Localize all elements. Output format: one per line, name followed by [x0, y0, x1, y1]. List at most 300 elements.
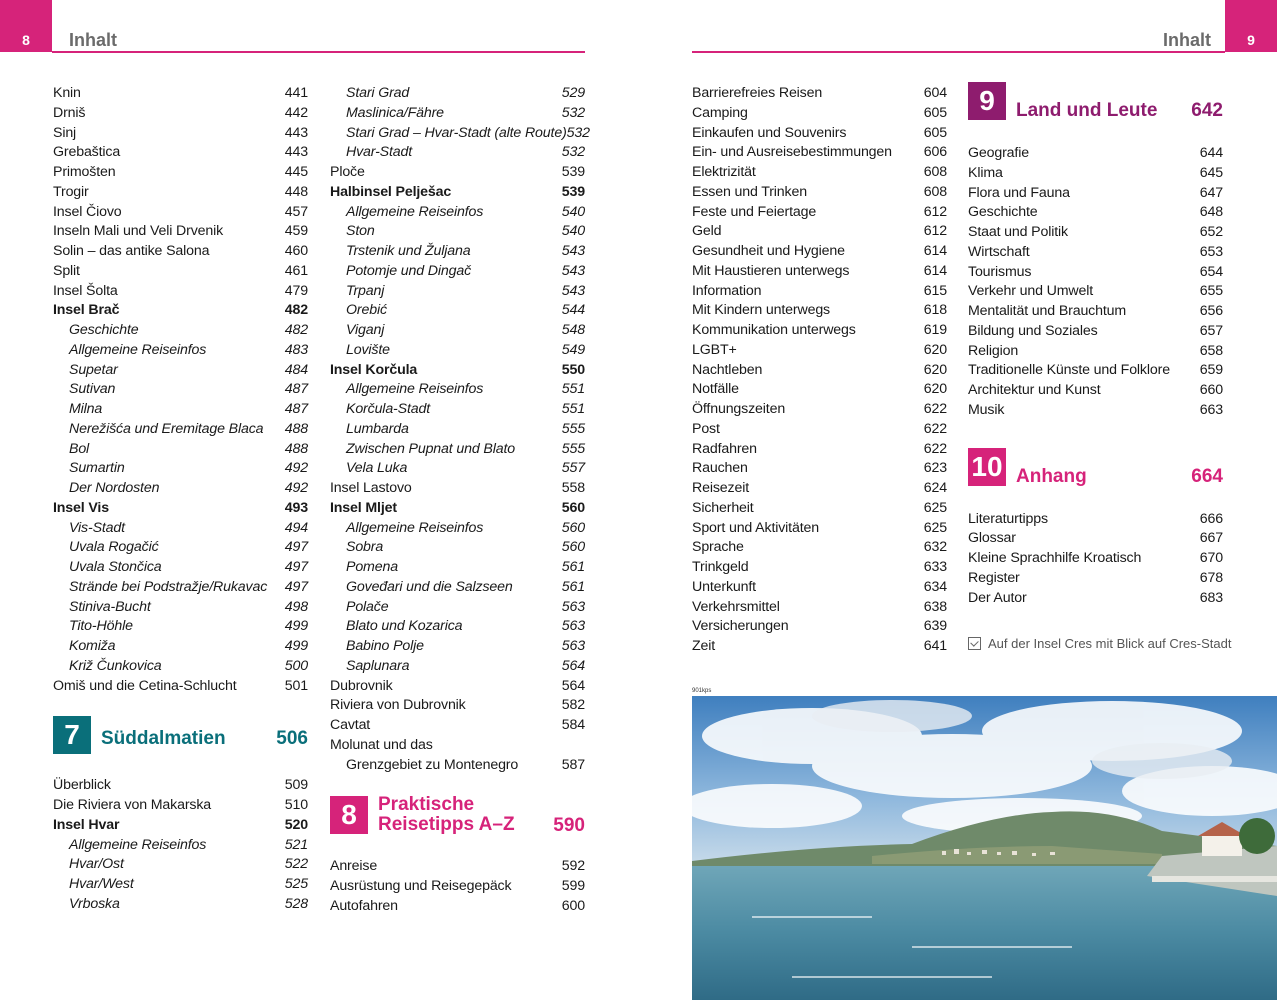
toc-entry-title: Trinkgeld	[692, 559, 749, 575]
toc-entry-page: 494	[284, 519, 308, 536]
toc-entry-title: Supetar	[69, 361, 118, 378]
toc-entry[interactable]	[53, 479, 308, 499]
toc-entry-title: Vela Luka	[346, 460, 408, 477]
toc-entry-title: Insel Vis	[53, 499, 109, 516]
toc-entry-page: 441	[284, 85, 308, 101]
toc-entry-title: Allgemeine Reiseinfos	[346, 519, 484, 536]
toc-entry[interactable]	[330, 222, 585, 242]
toc-entry-page: 653	[1199, 243, 1223, 260]
toc-entry[interactable]	[53, 499, 308, 519]
toc-entry[interactable]	[692, 341, 947, 361]
toc-entry-title: Nerežišća und Eremitage Blaca	[69, 420, 264, 437]
toc-entry[interactable]	[53, 321, 308, 341]
toc-entry[interactable]	[330, 183, 585, 203]
toc-entry-title: Vis-Stadt	[69, 519, 125, 536]
toc-entry-page: 608	[923, 164, 947, 180]
toc-entry-title: Glossar	[968, 530, 1016, 547]
toc-entry-title: Cavtat	[330, 717, 371, 733]
toc-entry-title: Insel Mljet	[330, 499, 397, 516]
toc-entry[interactable]	[330, 479, 585, 499]
toc-entry-page: 622	[923, 420, 947, 437]
toc-entry[interactable]	[692, 538, 947, 558]
toc-entry-page: 484	[284, 361, 308, 378]
toc-entry[interactable]	[53, 657, 308, 677]
toc-entry-title: Bildung und Soziales	[968, 322, 1098, 339]
toc-entry-page: 615	[923, 282, 947, 299]
toc-entry[interactable]	[692, 598, 947, 618]
toc-entry[interactable]	[53, 578, 308, 598]
toc-entry-title: Die Riviera von Makarska	[53, 797, 212, 813]
toc-entry-page: 561	[561, 559, 585, 575]
toc-entry-page: 487	[284, 401, 308, 417]
toc-entry-title: Primošten	[53, 164, 116, 180]
toc-entry-title: Lovište	[346, 341, 390, 358]
toc-entry-title: Tourismus	[968, 263, 1032, 280]
toc-entry-page: 622	[923, 440, 947, 457]
toc-entry[interactable]	[53, 836, 308, 856]
toc-entry[interactable]	[692, 519, 947, 539]
toc-entry[interactable]	[53, 361, 308, 381]
toc-entry-title: Insel Šolta	[53, 282, 118, 299]
toc-entry-title: Architektur und Kunst	[968, 382, 1101, 398]
toc-entry[interactable]	[53, 598, 308, 618]
toc-entry[interactable]	[53, 262, 308, 282]
toc-entry-title: Hvar/Ost	[69, 856, 124, 873]
toc-entry-title: Rauchen	[692, 460, 748, 477]
toc-entry-title: Orebić	[346, 302, 387, 319]
toc-entry-title: Pomena	[346, 559, 398, 575]
toc-entry-title: Klima	[968, 164, 1003, 181]
toc-entry-title: Stiniva-Bucht	[69, 598, 151, 615]
toc-entry-page: 620	[923, 341, 947, 358]
chapter-page: 506	[276, 728, 308, 750]
toc-entry-page: 543	[561, 243, 585, 259]
toc-entry-title: Ein- und Ausreisebestimmungen	[692, 144, 892, 161]
chapter-7-heading[interactable]	[53, 716, 308, 754]
toc-entry-page: 634	[923, 578, 947, 595]
toc-entry-title: Unterkunft	[692, 578, 756, 595]
toc-entry-page: 551	[561, 401, 585, 417]
toc-entry[interactable]	[968, 549, 1223, 569]
toc-entry-title: Hvar/West	[69, 876, 134, 892]
toc-entry-page: 614	[923, 262, 947, 279]
toc-column-1	[53, 84, 308, 915]
toc-entry[interactable]	[692, 380, 947, 400]
toc-entry-title: Camping	[692, 104, 748, 121]
chapter-number: 7	[53, 716, 91, 754]
toc-entry-title: Lumbarda	[346, 420, 409, 437]
toc-entry[interactable]	[968, 263, 1223, 283]
toc-entry-page: 525	[284, 876, 308, 892]
toc-entry-page: 479	[284, 282, 308, 299]
toc-entry-title: Komiža	[69, 638, 116, 654]
toc-entry[interactable]	[968, 569, 1223, 589]
toc-entry-title: Trstenik und Žuljana	[346, 243, 471, 259]
toc-entry-page: 633	[923, 559, 947, 575]
toc-entry[interactable]	[53, 301, 308, 321]
toc-entry-title: Der Nordosten	[69, 480, 160, 496]
toc-entry[interactable]	[692, 183, 947, 203]
toc-entry[interactable]	[330, 459, 585, 479]
toc-entry[interactable]	[692, 143, 947, 163]
toc-entry[interactable]	[692, 578, 947, 598]
toc-entry[interactable]	[968, 510, 1223, 530]
chapter-number: 10	[968, 448, 1006, 486]
toc-entry[interactable]	[53, 420, 308, 440]
toc-entry[interactable]	[330, 716, 585, 736]
toc-entry-page: 500	[284, 657, 308, 674]
toc-entry-page: 606	[923, 144, 947, 161]
toc-entry[interactable]	[53, 459, 308, 479]
toc-entry-title: Gesundheit und Hygiene	[692, 243, 845, 259]
toc-entry[interactable]	[53, 895, 308, 915]
toc-entry-title: Polače	[346, 598, 389, 615]
toc-entry-title: Inseln Mali und Veli Drvenik	[53, 223, 224, 240]
toc-entry-page: 560	[561, 519, 585, 536]
toc-entry[interactable]	[330, 420, 585, 440]
toc-entry[interactable]	[968, 282, 1223, 302]
toc-entry-page: 528	[284, 895, 308, 912]
toc-entry[interactable]	[330, 124, 590, 144]
toc-entry[interactable]	[692, 459, 947, 479]
toc-entry[interactable]	[330, 877, 585, 897]
toc-entry-page: 600	[561, 897, 585, 914]
toc-entry-title: Milna	[69, 401, 103, 417]
toc-entry[interactable]	[53, 796, 308, 816]
toc-entry[interactable]	[53, 875, 308, 895]
header-rule-right	[692, 51, 1225, 53]
toc-entry-page: 510	[284, 797, 308, 813]
toc-entry[interactable]	[330, 301, 585, 321]
toc-entry[interactable]	[692, 124, 947, 144]
toc-entry[interactable]	[330, 321, 585, 341]
toc-entry[interactable]	[53, 855, 308, 875]
toc-entry-page: 522	[284, 856, 308, 873]
toc-entry[interactable]	[330, 857, 585, 877]
toc-entry[interactable]	[53, 538, 308, 558]
toc-entry-page: 663	[1199, 401, 1223, 418]
toc-entry-page: 659	[1199, 362, 1223, 379]
toc-entry[interactable]	[330, 380, 585, 400]
toc-entry[interactable]	[53, 776, 308, 796]
toc-entry-page: 483	[284, 341, 308, 358]
toc-entry-title: Babino Polje	[346, 638, 424, 654]
toc-entry-title: Allgemeine Reiseinfos	[69, 341, 207, 358]
toc-entry[interactable]	[330, 677, 585, 697]
toc-entry[interactable]	[53, 341, 308, 361]
toc-entry[interactable]	[53, 519, 308, 539]
toc-entry-page: 625	[923, 499, 947, 516]
toc-entry[interactable]	[330, 203, 585, 223]
toc-entry-page: 555	[561, 440, 585, 457]
toc-entry-title: Post	[692, 420, 720, 437]
toc-entry[interactable]	[330, 163, 585, 183]
toc-entry-page: 499	[284, 638, 308, 654]
toc-entry-page: 563	[561, 638, 585, 654]
toc-entry-title: Potomje und Dingač	[346, 262, 472, 279]
toc-entry-title: Goveđari und die Salzseen	[346, 578, 513, 595]
toc-entry-title: Korčula-Stadt	[346, 401, 431, 417]
toc-entry[interactable]	[968, 401, 1223, 421]
toc-entry[interactable]	[692, 479, 947, 499]
toc-entry[interactable]	[53, 242, 308, 262]
toc-entry-page: 678	[1199, 569, 1223, 586]
toc-entry-page: 488	[284, 420, 308, 437]
toc-entry-title: Mit Haustieren unterwegs	[692, 262, 850, 279]
toc-entry-title: Saplunara	[346, 657, 410, 674]
toc-entry[interactable]	[330, 499, 585, 519]
toc-entry-page: 683	[1199, 589, 1223, 606]
toc-entry[interactable]	[330, 598, 585, 618]
toc-entry[interactable]	[692, 637, 947, 657]
toc-entry-title: Insel Lastovo	[330, 480, 412, 496]
toc-entry-page: 539	[561, 164, 585, 180]
toc-entry-title: Essen und Trinken	[692, 183, 807, 200]
toc-entry-page: 501	[284, 677, 308, 694]
toc-entry-page: 540	[561, 223, 585, 240]
toc-entry[interactable]	[330, 400, 585, 420]
toc-entry[interactable]	[692, 400, 947, 420]
chapter-9-heading[interactable]	[968, 82, 1223, 120]
toc-entry[interactable]	[968, 342, 1223, 362]
toc-entry-title: Register	[968, 569, 1020, 586]
toc-entry[interactable]	[53, 637, 308, 657]
toc-entry[interactable]	[330, 696, 585, 716]
toc-entry-title: Allgemeine Reiseinfos	[346, 203, 484, 220]
toc-entry-title: Religion	[968, 342, 1019, 359]
chapter-title: Praktische Reisetipps A–Z	[378, 794, 515, 836]
toc-entry-title: Traditionelle Künste und Folklore	[968, 362, 1170, 379]
toc-entry-page: 549	[561, 341, 585, 358]
toc-entry[interactable]	[968, 184, 1223, 204]
toc-entry-page: 608	[923, 183, 947, 200]
toc-entry-page: 492	[284, 480, 308, 496]
toc-entry[interactable]	[330, 519, 585, 539]
toc-entry[interactable]	[330, 578, 585, 598]
toc-entry[interactable]	[692, 104, 947, 124]
toc-entry-title: Drniš	[53, 104, 86, 121]
toc-entry-page: 529	[561, 85, 585, 101]
toc-entry-page: 543	[561, 282, 585, 299]
toc-entry-title: Sprache	[692, 539, 744, 556]
toc-entry-page: 563	[561, 598, 585, 615]
toc-entry[interactable]	[330, 262, 585, 282]
toc-entry-title: Barrierefreies Reisen	[692, 85, 823, 101]
toc-entry-page: 561	[561, 578, 585, 595]
toc-entry[interactable]	[53, 104, 308, 124]
toc-entry[interactable]	[968, 302, 1223, 322]
toc-entry-title: LGBT+	[692, 341, 737, 358]
toc-entry[interactable]	[330, 897, 585, 917]
toc-entry-page: 641	[923, 638, 947, 654]
toc-entry-page: 509	[284, 777, 308, 794]
toc-entry-title: Autofahren	[330, 897, 398, 914]
toc-entry[interactable]	[692, 84, 947, 104]
toc-entry[interactable]	[968, 529, 1223, 549]
toc-entry-title: Blato und Kozarica	[346, 618, 463, 635]
chapter-page: 642	[1191, 100, 1223, 121]
landscape-photo	[692, 696, 1277, 1000]
toc-entry[interactable]	[968, 243, 1223, 263]
toc-entry-page: 497	[284, 559, 308, 575]
toc-entry[interactable]	[330, 440, 585, 460]
toc-entry[interactable]	[330, 341, 585, 361]
toc-entry-title: Öffnungszeiten	[692, 401, 786, 417]
toc-entry[interactable]	[692, 558, 947, 578]
toc-entry[interactable]	[968, 361, 1223, 381]
toc-entry[interactable]	[330, 143, 585, 163]
chapter-number: 8	[330, 796, 368, 834]
toc-entry[interactable]	[53, 163, 308, 183]
toc-entry[interactable]	[330, 242, 585, 262]
toc-entry[interactable]	[968, 322, 1223, 342]
toc-entry[interactable]	[968, 144, 1223, 164]
toc-entry[interactable]	[692, 163, 947, 183]
toc-entry-page: 460	[284, 243, 308, 259]
toc-entry-title: Uvala Rogačić	[69, 539, 159, 556]
toc-entry[interactable]	[53, 380, 308, 400]
toc-entry-title: Vrboska	[69, 895, 120, 912]
toc-entry-title: Zwischen Pupnat und Blato	[346, 440, 515, 457]
toc-entry[interactable]	[330, 736, 585, 756]
toc-entry[interactable]	[53, 816, 308, 836]
toc-entry[interactable]	[692, 361, 947, 381]
toc-entry[interactable]	[330, 558, 585, 578]
toc-entry[interactable]	[968, 203, 1223, 223]
toc-entry-page: 584	[561, 717, 585, 733]
toc-entry-title: Sicherheit	[692, 499, 754, 516]
toc-entry-page: 645	[1199, 164, 1223, 181]
toc-entry[interactable]	[692, 440, 947, 460]
toc-entry-page: 459	[284, 223, 308, 240]
toc-entry[interactable]	[53, 143, 308, 163]
toc-entry[interactable]	[330, 657, 585, 677]
toc-entry-title: Solin – das antike Salona	[53, 243, 210, 259]
toc-entry-page: 620	[923, 361, 947, 378]
toc-entry-title: Sport und Aktivitäten	[692, 519, 819, 536]
toc-entry-page: 461	[284, 262, 308, 279]
toc-entry-title: Insel Brač	[53, 302, 120, 319]
toc-entry[interactable]	[330, 756, 585, 776]
photo-credit: 901kps	[692, 688, 712, 694]
toc-entry-title: Bol	[69, 440, 90, 457]
toc-entry[interactable]	[330, 538, 585, 558]
toc-entry[interactable]	[968, 589, 1223, 609]
toc-entry[interactable]	[53, 124, 308, 144]
toc-entry[interactable]	[330, 637, 585, 657]
toc-entry[interactable]	[53, 440, 308, 460]
checkbox-arrow-icon	[968, 637, 981, 650]
toc-entry-page: 620	[923, 381, 947, 398]
toc-entry-page: 625	[923, 519, 947, 536]
toc-entry-title: Sumartin	[69, 460, 125, 477]
toc-entry-title: Feste und Feiertage	[692, 203, 817, 220]
toc-entry-page: 564	[561, 657, 585, 674]
chapter-8-heading[interactable]	[330, 795, 585, 835]
toc-column-2	[330, 84, 590, 917]
toc-entry-title: Omiš und die Cetina-Schlucht	[53, 677, 237, 694]
header-title-right: Inhalt	[1163, 30, 1211, 50]
toc-entry[interactable]	[692, 617, 947, 637]
toc-entry-page: 520	[284, 816, 308, 833]
toc-column-3	[692, 84, 947, 657]
toc-entry-title: Radfahren	[692, 440, 757, 457]
toc-entry-title: Ploče	[330, 164, 365, 180]
toc-entry-page: 558	[561, 480, 585, 496]
toc-entry-page: 632	[923, 539, 947, 556]
toc-entry-title: Allgemeine Reiseinfos	[69, 836, 207, 853]
toc-entry-title: Allgemeine Reiseinfos	[346, 381, 484, 398]
toc-entry-title: Wirtschaft	[968, 243, 1030, 260]
toc-entry[interactable]	[53, 183, 308, 203]
toc-entry[interactable]	[53, 677, 308, 697]
toc-entry-title: Musik	[968, 401, 1005, 418]
toc-entry[interactable]	[692, 262, 947, 282]
toc-entry-page: 614	[923, 243, 947, 259]
toc-entry[interactable]	[692, 301, 947, 321]
toc-entry-page: 457	[284, 203, 308, 220]
toc-entry[interactable]	[330, 282, 585, 302]
toc-entry[interactable]	[968, 223, 1223, 243]
toc-entry-title: Stari Grad – Hvar-Stadt (alte Route)	[346, 124, 567, 141]
toc-entry[interactable]	[692, 321, 947, 341]
toc-entry[interactable]	[53, 558, 308, 578]
toc-entry-title: Halbinsel Pelješac	[330, 183, 452, 200]
toc-entry-title: Viganj	[346, 322, 385, 338]
toc-entry[interactable]	[968, 381, 1223, 401]
toc-entry[interactable]	[330, 617, 585, 637]
toc-entry[interactable]	[692, 282, 947, 302]
toc-entry-title: Notfälle	[692, 381, 739, 398]
toc-entry[interactable]	[53, 203, 308, 223]
toc-entry[interactable]	[692, 420, 947, 440]
toc-entry[interactable]	[330, 104, 585, 124]
toc-entry[interactable]	[53, 282, 308, 302]
toc-entry-title: Ausrüstung und Reisegepäck	[330, 878, 512, 894]
toc-entry-page: 652	[1199, 224, 1223, 240]
toc-entry-title: Knin	[53, 85, 81, 101]
toc-entry[interactable]	[330, 84, 585, 104]
toc-entry-title: Križ Čunkovica	[69, 657, 162, 674]
toc-entry-page: 667	[1199, 530, 1223, 547]
toc-entry-page: 497	[284, 578, 308, 595]
toc-entry-title: Staat und Politik	[968, 224, 1068, 240]
toc-entry-page: 657	[1199, 322, 1223, 339]
toc-entry[interactable]	[53, 400, 308, 420]
toc-entry-title: Dubrovnik	[330, 677, 393, 694]
toc-entry-page: 582	[561, 697, 585, 714]
toc-entry[interactable]	[692, 222, 947, 242]
toc-entry[interactable]	[692, 499, 947, 519]
toc-entry-title: Geografie	[968, 145, 1029, 161]
page-number-right: 9	[1225, 0, 1277, 52]
toc-entry-title: Geld	[692, 223, 722, 240]
toc-entry[interactable]	[692, 242, 947, 262]
chapter-10-heading[interactable]	[968, 448, 1223, 486]
toc-entry[interactable]	[330, 361, 585, 381]
toc-entry-page: 532	[561, 104, 585, 121]
toc-entry-title: Nachtleben	[692, 361, 763, 378]
toc-entry[interactable]	[53, 617, 308, 637]
toc-entry[interactable]	[692, 203, 947, 223]
toc-entry[interactable]	[53, 222, 308, 242]
toc-entry-title: Sinj	[53, 124, 77, 141]
toc-entry[interactable]	[53, 84, 308, 104]
toc-entry[interactable]	[968, 164, 1223, 184]
toc-entry-page: 521	[284, 836, 308, 853]
toc-entry-title: Literaturtipps	[968, 510, 1048, 527]
toc-entry-title: Insel Čiovo	[53, 203, 122, 220]
